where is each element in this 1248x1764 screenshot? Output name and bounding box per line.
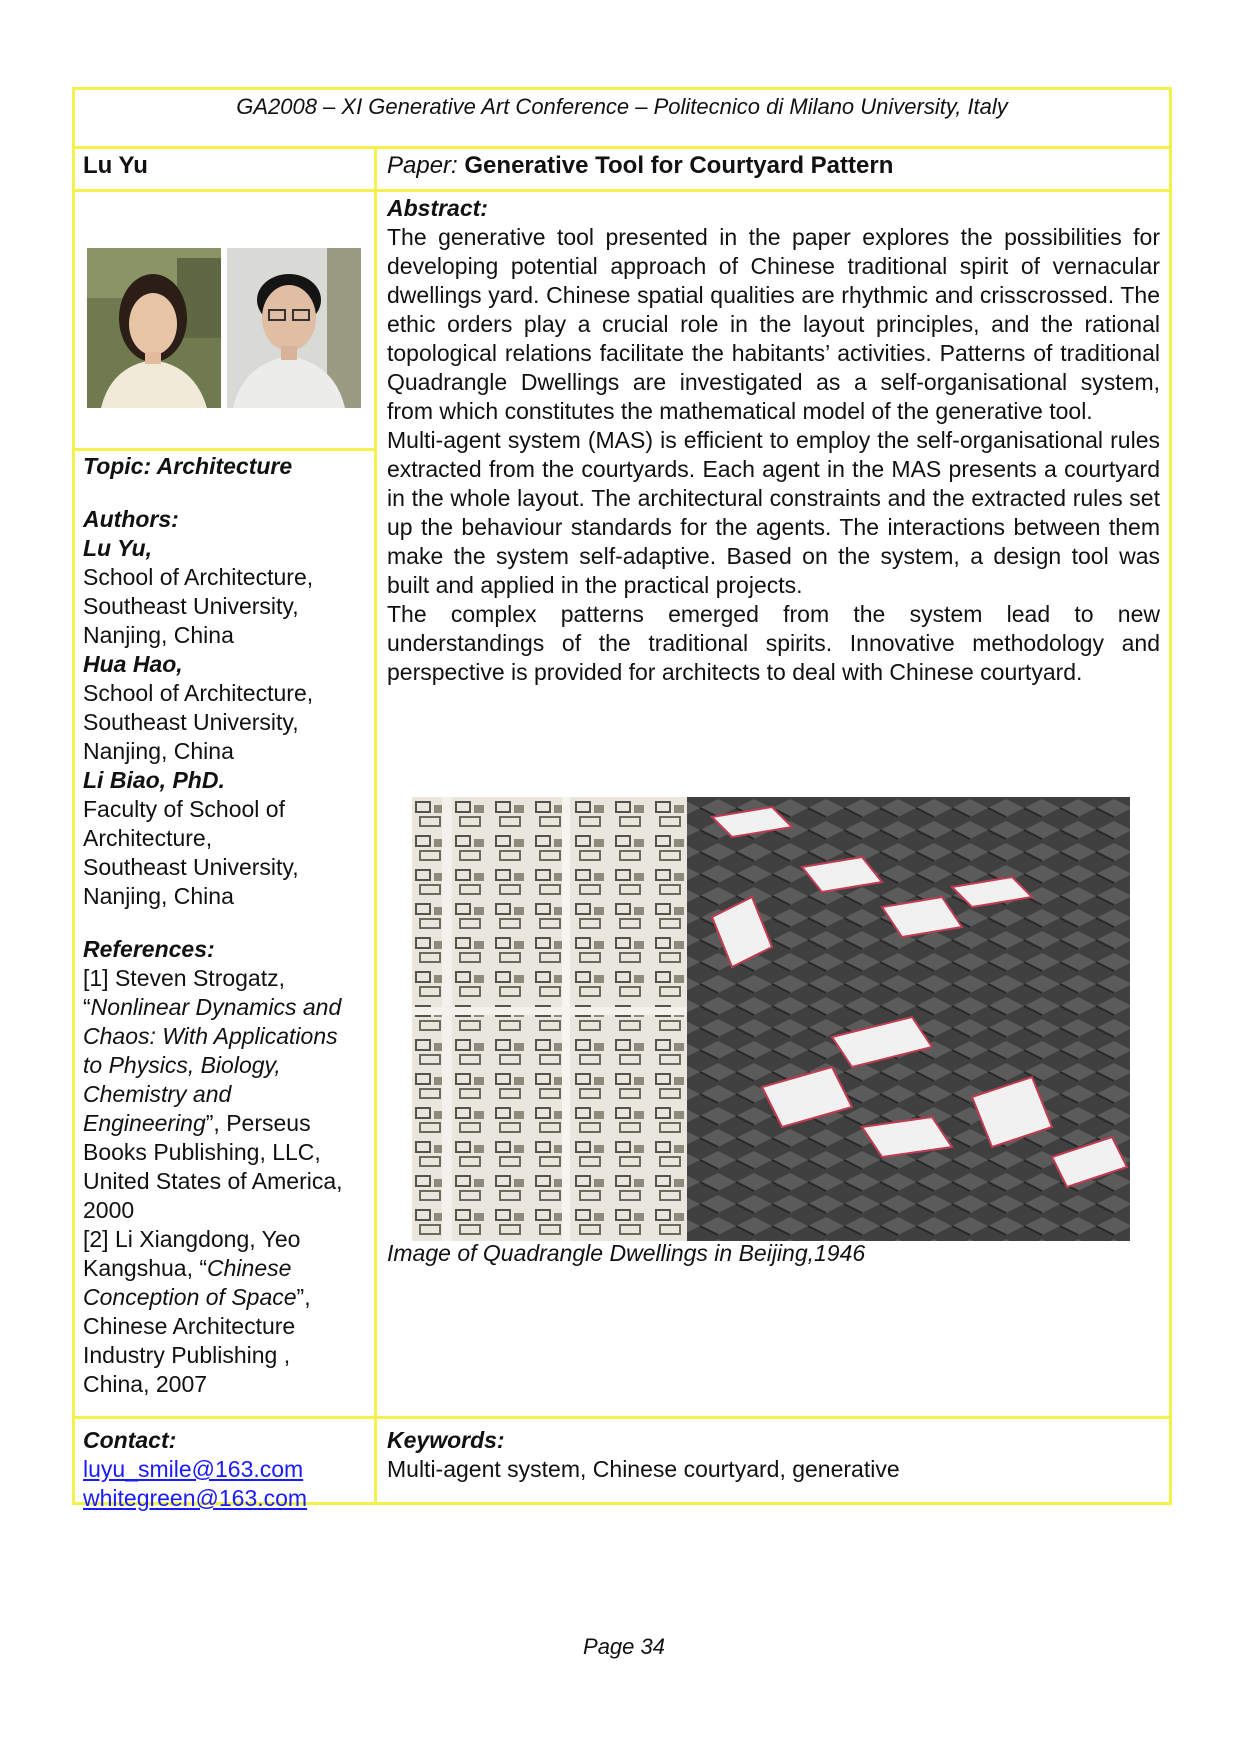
paper-frame xyxy=(72,87,1172,1511)
figure-caption: Image of Quadrangle Dwellings in Beijing,1946 xyxy=(387,1240,866,1266)
divider xyxy=(75,1416,1169,1419)
abstract-paragraph: Multi-agent system (MAS) is efficient to employ the self-organisational rules extracted from the courtyards. Each agent in the MAS presents a courtyard in the whole layout. The architectural constraints and the extracted rules set up the behaviour standards for the agents. The interactions between them make the system self-adaptive. Based on the system, a design tool was built and applied in the practical projects. xyxy=(387,427,1160,598)
abstract xyxy=(387,194,1160,687)
email-link[interactable]: luyu_smile@163.com xyxy=(83,1456,304,1482)
divider xyxy=(75,448,375,451)
divider xyxy=(374,146,377,1502)
paper-title-line xyxy=(387,152,893,180)
authors-heading: Authors: xyxy=(83,506,179,532)
author-affiliation-line: School of Architecture, xyxy=(83,564,314,590)
author-affiliation-line: Southeast University, xyxy=(83,854,299,880)
paper-prefix: Paper: xyxy=(387,152,458,179)
left-column xyxy=(83,452,345,1399)
author-affiliation-line: Faculty of School of xyxy=(83,796,285,822)
reference-tail: ”, Perseus Books Publishing, LLC, United States of America, 2000 xyxy=(83,1110,343,1223)
reference-lead: [1] Steven Strogatz, “ xyxy=(83,965,286,1020)
abstract-heading: Abstract: xyxy=(387,195,488,221)
dwellings-figure xyxy=(412,797,1130,1241)
author-photo-male xyxy=(227,248,361,408)
author-affiliation-line: Nanjing, China xyxy=(83,622,234,648)
keywords-text: Multi-agent system, Chinese courtyard, generative xyxy=(387,1456,900,1482)
email-link[interactable]: whitegreen@163.com xyxy=(83,1485,308,1511)
author-name: Li Biao, PhD. xyxy=(83,767,225,793)
page-number: Page 34 xyxy=(583,1634,665,1659)
contact xyxy=(83,1426,307,1513)
reference-item xyxy=(83,1225,345,1399)
abstract-paragraph: The generative tool presented in the paper explores the possibilities for developing potential approach of Chinese traditional spirit of vernacular dwellings yard. Chinese spatial qualities are rhythmic and crisscrossed. The ethic orders play a crucial role in the layout principles, and the rational topological relations facilitate the habitants’ activities. Patterns of traditional Quadrangle Dwellings are investigated as a self-organisational system, from which constitutes the mathematical model of the generative tool. xyxy=(387,224,1160,424)
author-affiliation-line: Nanjing, China xyxy=(83,883,234,909)
author-affiliation-line: Architecture, xyxy=(83,825,213,851)
reference-title: Chinese Conception of Space xyxy=(83,1255,297,1310)
divider xyxy=(75,189,1169,192)
references-heading: References: xyxy=(83,936,215,962)
author-affiliation-line: Southeast University, xyxy=(83,593,299,619)
author-line: Lu Yu xyxy=(83,152,148,179)
author-affiliation-line: Southeast University, xyxy=(83,709,299,735)
conference-header: GA2008 – XI Generative Art Conference – Politecnico di Milano University, Italy xyxy=(236,94,1008,119)
reference-tail: ”, Chinese Architecture Industry Publishing , China, 2007 xyxy=(83,1284,311,1397)
abstract-paragraph: The complex patterns emerged from the system lead to new understandings of the traditional spirits. Innovative methodology and perspective is provided for architects to deal with Chinese courtyard. xyxy=(387,601,1160,685)
reference-item xyxy=(83,964,345,1225)
keywords-heading: Keywords: xyxy=(387,1427,505,1453)
reference-lead: [2] Li Xiangdong, Yeo Kangshua, “ xyxy=(83,1226,301,1281)
reference-title: Nonlinear Dynamics and Chaos: With Applications to Physics, Biology, Chemistry and Engineering xyxy=(83,994,342,1136)
dwellings-image xyxy=(412,797,1130,1241)
author-name: Lu Yu, xyxy=(83,535,152,561)
author-photos xyxy=(87,248,363,408)
author-affiliation-line: Nanjing, China xyxy=(83,738,234,764)
topic: Topic: Architecture xyxy=(83,453,293,479)
keywords xyxy=(387,1426,900,1484)
author-photo-female xyxy=(87,248,221,408)
contact-heading: Contact: xyxy=(83,1427,177,1453)
author-affiliation-line: School of Architecture, xyxy=(83,680,314,706)
divider xyxy=(75,146,1169,149)
author-name: Hua Hao, xyxy=(83,651,183,677)
paper-title: Generative Tool for Courtyard Pattern xyxy=(464,152,894,179)
